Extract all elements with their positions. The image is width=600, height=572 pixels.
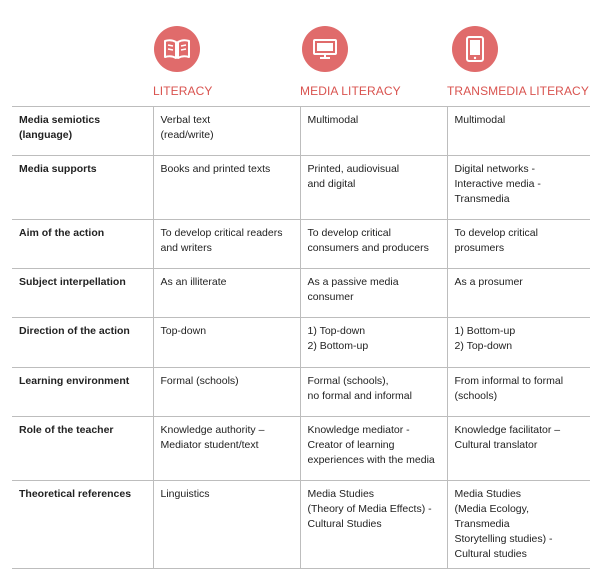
table-row: [12, 156, 590, 220]
literacy-cell: Top-down: [153, 318, 300, 368]
transmedia-literacy-cell: 1) Bottom-up 2) Top-down: [447, 318, 590, 368]
column-title: LITERACY: [153, 84, 213, 98]
transmedia-literacy-cell: To develop critical prosumers: [447, 220, 590, 269]
transmedia-literacy-cell: Media Studies (Media Ecology, Transmedia Storytelling studies) - Cultural studies: [447, 481, 590, 569]
monitor-icon: [302, 26, 348, 72]
table-row: [12, 318, 590, 368]
literacy-cell: To develop critical readers and writers: [153, 220, 300, 269]
literacy-comparison: [12, 0, 590, 569]
literacy-cell: Verbal text (read/write): [153, 107, 300, 156]
literacy-cell: Books and printed texts: [153, 156, 300, 220]
row-label: Subject interpellation: [12, 269, 153, 318]
media-literacy-cell: Printed, audiovisual and digital: [300, 156, 447, 220]
transmedia-literacy-cell: Knowledge facilitator – Cultural translator: [447, 417, 590, 481]
table-row: [12, 368, 590, 417]
row-label: Media supports: [12, 156, 153, 220]
transmedia-literacy-cell: Multimodal: [447, 107, 590, 156]
comparison-table: [12, 106, 590, 569]
table-row: [12, 417, 590, 481]
media-literacy-cell: 1) Top-down 2) Bottom-up: [300, 318, 447, 368]
media-literacy-cell: Media Studies (Theory of Media Effects) - Cultural Studies: [300, 481, 447, 569]
row-label: Role of the teacher: [12, 417, 153, 481]
literacy-cell: Linguistics: [153, 481, 300, 569]
table-row: [12, 481, 590, 569]
media-literacy-cell: To develop critical consumers and producers: [300, 220, 447, 269]
literacy-cell: Knowledge authority – Mediator student/text: [153, 417, 300, 481]
column-title: TRANSMEDIA LITERACY: [447, 84, 589, 98]
table-row: [12, 269, 590, 318]
row-label: Media semiotics (language): [12, 107, 153, 156]
row-label: Learning environment: [12, 368, 153, 417]
row-label: Theoretical references: [12, 481, 153, 569]
media-literacy-cell: Knowledge mediator - Creator of learning experiences with the media: [300, 417, 447, 481]
table-row: [12, 107, 590, 156]
media-literacy-cell: As a passive media consumer: [300, 269, 447, 318]
column-headers: [12, 0, 590, 106]
transmedia-literacy-cell: Digital networks - Interactive media - Transmedia: [447, 156, 590, 220]
literacy-cell: Formal (schools): [153, 368, 300, 417]
media-literacy-cell: Multimodal: [300, 107, 447, 156]
transmedia-literacy-cell: From informal to formal (schools): [447, 368, 590, 417]
tablet-icon: [452, 26, 498, 72]
table-row: [12, 220, 590, 269]
media-literacy-cell: Formal (schools), no formal and informal: [300, 368, 447, 417]
row-label: Aim of the action: [12, 220, 153, 269]
transmedia-literacy-cell: As a prosumer: [447, 269, 590, 318]
column-title: MEDIA LITERACY: [300, 84, 401, 98]
book-icon: [154, 26, 200, 72]
row-label: Direction of the action: [12, 318, 153, 368]
literacy-cell: As an illiterate: [153, 269, 300, 318]
